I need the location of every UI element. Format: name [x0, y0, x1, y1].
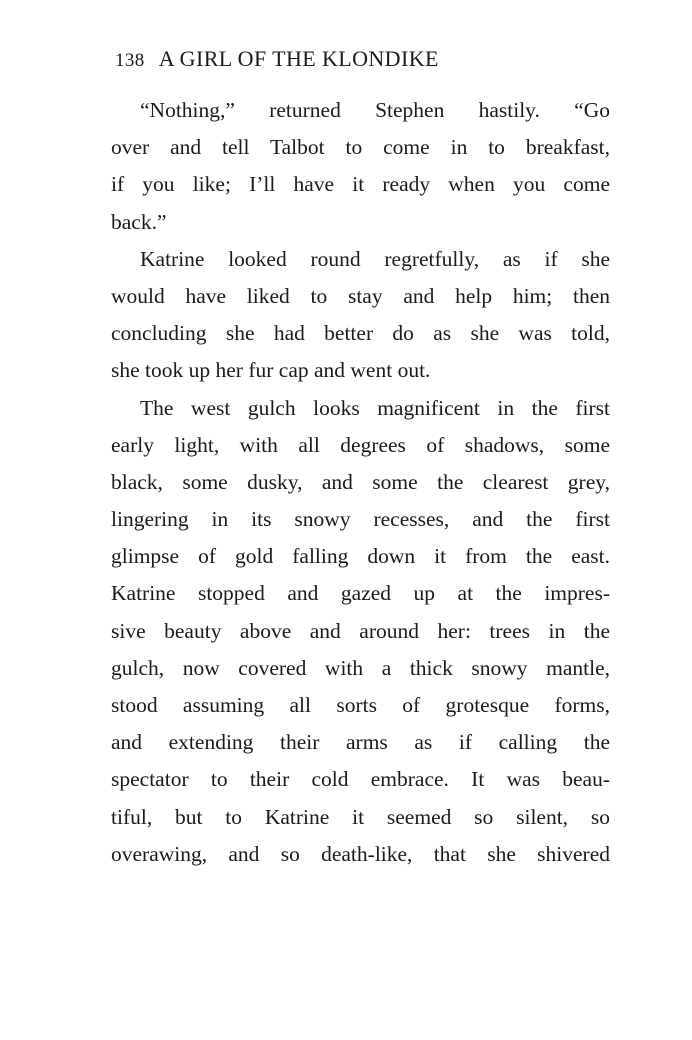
text-line: “Nothing,” returned Stephen hastily. “Go — [140, 98, 610, 122]
paragraph-1 — [111, 92, 610, 241]
text-line: if you like; I’ll have it ready when you come — [111, 172, 610, 197]
text-line: The west gulch looks magnificent in the first — [140, 395, 610, 420]
text-line: and extending their arms as if calling the — [111, 730, 610, 755]
text-line: she took up her fur cap and went out. — [111, 358, 431, 383]
body-text — [111, 92, 610, 873]
text-line: sive beauty above and around her: trees in the — [111, 618, 610, 643]
paragraph-3 — [111, 390, 610, 873]
running-title: A GIRL OF THE KLONDIKE — [158, 46, 439, 71]
text-line: gulch, now covered with a thick snowy mantle, — [111, 655, 610, 680]
text-line: over and tell Talbot to come in to breakfast, — [111, 135, 610, 160]
text-line: black, some dusky, and some the clearest grey, — [111, 469, 610, 494]
text-line: overawing, and so death-like, that she shivered — [111, 841, 610, 866]
paragraph-2 — [111, 241, 610, 390]
running-head — [115, 44, 615, 76]
text-line: concluding she had better do as she was told, — [111, 321, 610, 346]
text-line: Katrine stopped and gazed up at the impres- — [111, 581, 610, 606]
text-line: Katrine looked round regretfully, as if she — [140, 246, 610, 271]
text-line: lingering in its snowy recesses, and the first — [111, 507, 610, 532]
text-line: stood assuming all sorts of grotesque forms, — [111, 693, 610, 717]
text-line: would have liked to stay and help him; then — [111, 283, 610, 308]
text-line: glimpse of gold falling down it from the east. — [111, 544, 610, 569]
page-number: 138 — [115, 50, 145, 71]
text-line: spectator to their cold embrace. It was beau- — [111, 767, 610, 792]
text-line: early light, with all degrees of shadows, some — [111, 432, 610, 457]
text-line: back.” — [111, 209, 167, 234]
text-line: tiful, but to Katrine it seemed so silent, so — [111, 804, 610, 829]
